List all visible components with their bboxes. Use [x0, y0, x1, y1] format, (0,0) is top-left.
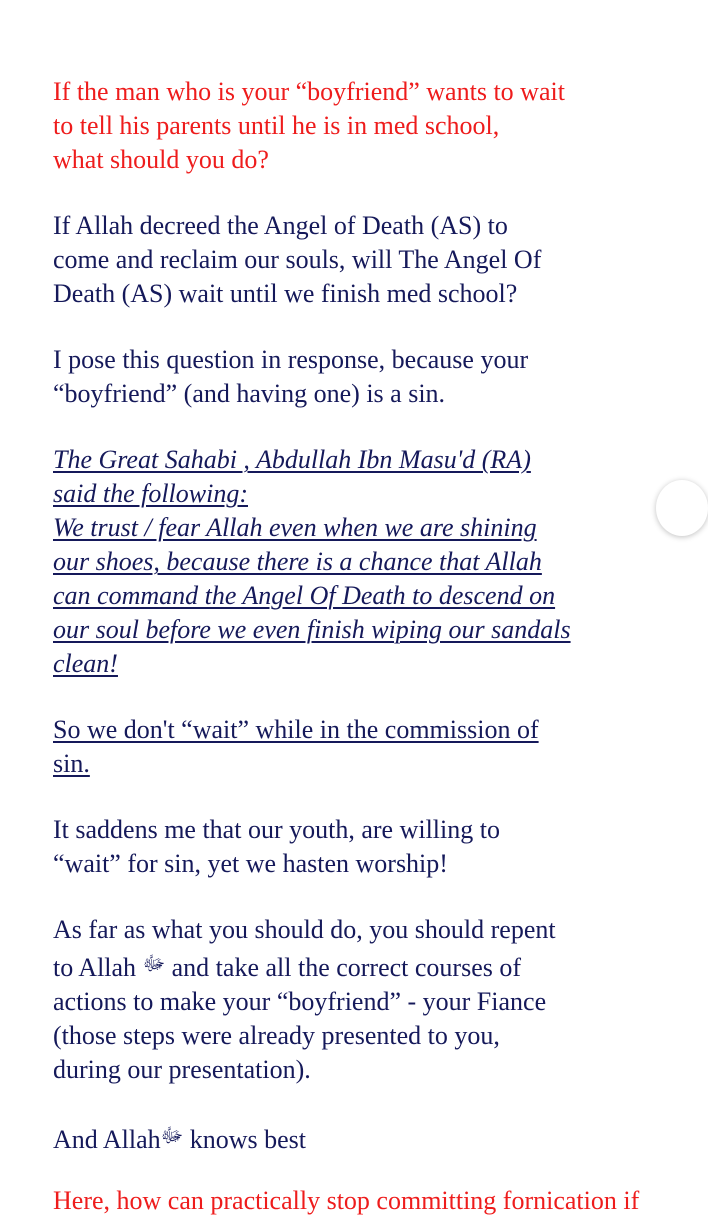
wait-paragraph: So we don't “wait” while in the commission of sin.	[53, 715, 539, 778]
advice-text-end: and take all the correct courses of actions to make your “boyfriend” - your Fiance (those steps were already presented to you, during our presentation).	[53, 953, 547, 1084]
advice-paragraph	[53, 913, 653, 1087]
quote-intro: The Great Sahabi , Abdullah Ibn Masu'd (RA) said the following:	[53, 445, 531, 508]
youth-paragraph: It saddens me that our youth, are willing to “wait” for sin, yet we hasten worship!	[53, 815, 500, 878]
closing-paragraph	[53, 1119, 653, 1157]
advice-text-start: As far as what you should do, you should repent to Allah	[53, 915, 556, 982]
article-body	[53, 75, 653, 1189]
cut-off-paragraph: Here, how can practically stop committing fornication if	[53, 1186, 640, 1215]
response-paragraph: I pose this question in response, because your “boyfriend” (and having one) is a sin.	[53, 345, 529, 408]
closing-text-start: And Allah	[53, 1125, 161, 1154]
jalla-jalaluhu-icon: ﷻ	[142, 953, 166, 975]
question-paragraph: If the man who is your “boyfriend” wants to wait to tell his parents until he is in med school, what should you do?	[53, 77, 565, 174]
angel-of-death-paragraph: If Allah decreed the Angel of Death (AS) to come and reclaim our souls, will The Angel Of Death (AS) wait until we finish med school?	[53, 211, 542, 308]
closing-text-end: knows best	[183, 1125, 306, 1154]
scroll-handle[interactable]	[656, 480, 708, 536]
quote-body: We trust / fear Allah even when we are shining our shoes, because there is a chance that Allah can command the Angel Of Death to descend on our soul before we even finish wiping our sandals clean!	[53, 513, 571, 678]
sahabi-quote	[53, 443, 653, 681]
jalla-jalaluhu-icon: ﷻ	[160, 1125, 184, 1147]
